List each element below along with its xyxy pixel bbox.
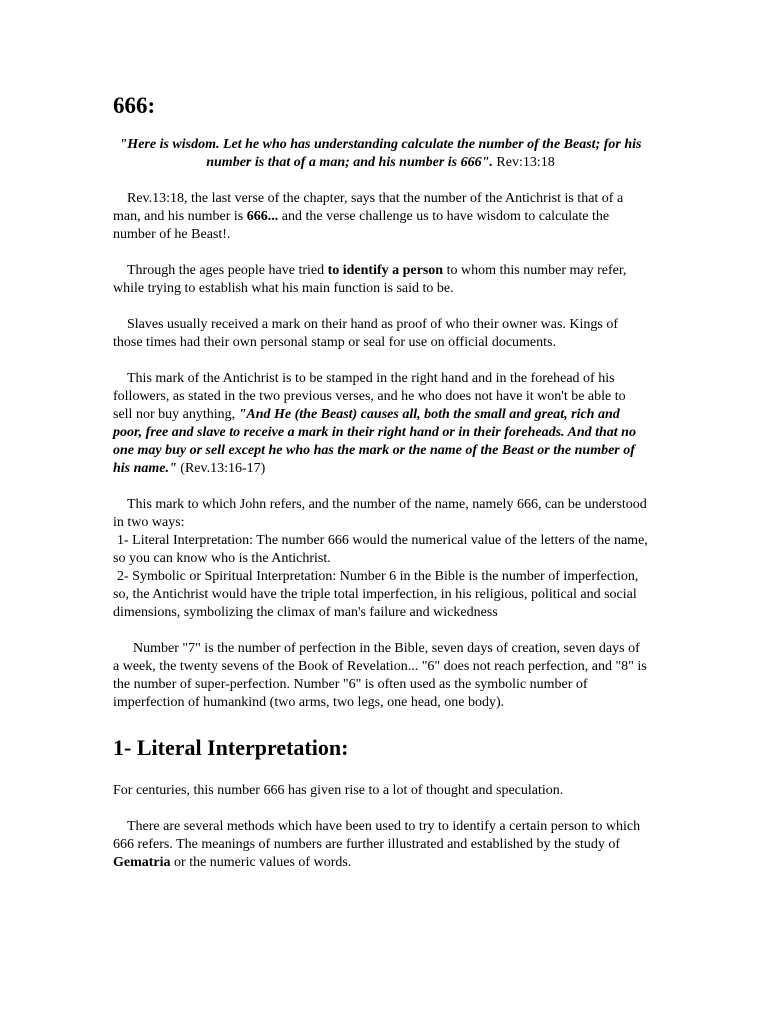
section-heading-wrap [113,734,648,762]
p1-bold-number: 666... [246,209,279,224]
scripture-quote [113,136,648,172]
p4-reference: (Rev.13:16-17) [176,461,266,476]
p8-text-c: or the numeric values of words. [170,855,352,870]
paragraph-slaves-mark: Slaves usually received a mark on their hand as proof of who their owner was. Kings of those times had their own personal stamp or seal for use on official documents. [113,317,619,350]
paragraph-mark-antichrist [113,370,648,478]
paragraph-number-seven: Number "7" is the number of perfection in the Bible, seven days of creation, seven days of a week, the twenty sevens of the Book of Revelation... "6" does not reach perfection, and "8" is the number of super-perfection. Number "6" is often used as the symbolic number of imperfection of humankind (two arms, two legs, one head, one body). [113,641,647,710]
p8-bold-gematria: Gematria [113,855,171,870]
quote-text: "Here is wisdom. Let he who has understanding calculate the number of the Beast; for his number is that of a man; and his number is 666". [119,137,642,170]
p2-text-c: to whom this number may refer, while trying to establish what his main function is said to be. [113,263,627,296]
p8-text-a: There are several methods which have been used to try to identify a certain person to which 666 refers. The meanings of numbers are further illustrated and established by the study of [113,819,641,852]
p1-text-a: Rev.13:18, the last verse of the chapter, says that the number of the Antichrist is that of a man, and his number is [113,191,624,224]
list-item-symbolic: 2- Symbolic or Spiritual Interpretation: Number 6 in the Bible is the number of imperfection, so, the Antichrist would have the triple total imperfection, in his religious, political and social dimensions, symbolizing the climax of man's failure and wickedness [113,569,639,620]
p2-bold-phrase: to identify a person [327,263,444,278]
quote-reference: Rev:13:18 [496,155,555,170]
p2-text-a: Through the ages people have tried [127,263,328,278]
p4-text-a: This mark of the Antichrist is to be stamped in the right hand and in the forehead of his followers, as stated in the two previous verses, and he who does not have it won't be able to sell nor buy anything, [113,371,626,422]
p4-scripture-quote: "And He (the Beast) causes all, both the small and great, rich and poor, free and slave to receive a mark in their right hand or in their foreheads. And that no one may buy or sell except he who has the mark or the name of the Beast or the number of his name." [113,407,636,476]
list-item-literal: 1- Literal Interpretation: The number 666 would the numerical value of the letters of the name, so you can know who is the Antichrist. [113,533,648,566]
paragraph-identify-person [113,262,648,298]
section-heading-literal: 1- Literal Interpretation: [113,735,349,760]
p1-text-c: and the verse challenge us to have wisdom to calculate the number of he Beast!. [113,209,610,242]
paragraph-methods [113,818,648,872]
paragraph-centuries: For centuries, this number 666 has given rise to a lot of thought and speculation. [113,783,564,798]
paragraph-two-ways: This mark to which John refers, and the number of the name, namely 666, can be understood in two ways: [113,497,647,530]
paragraph-rev-13-18 [113,190,648,244]
page-title: 666: [113,93,156,118]
document-body [113,92,648,872]
